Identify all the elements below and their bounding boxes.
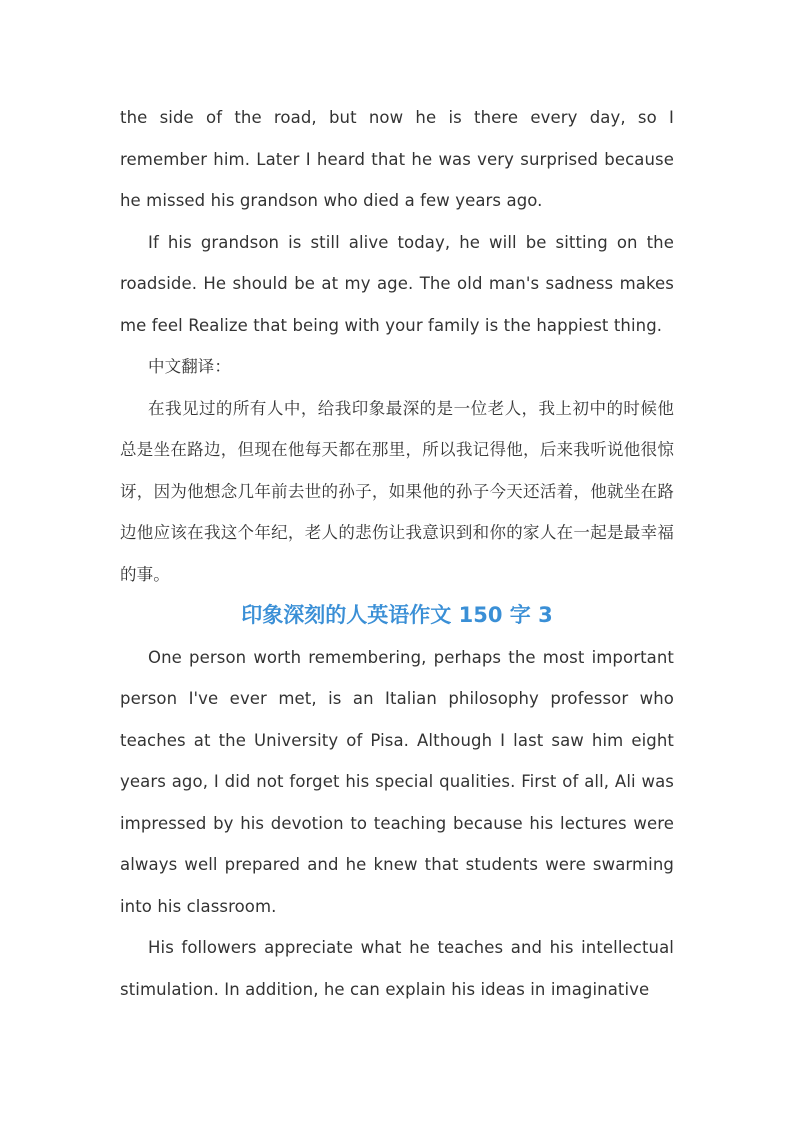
paragraph-1: the side of the road, but now he is there every day, so I remember him. Later I heard that he was very surprised because he missed his grandson who died a few years ago. [120,108,674,210]
paragraph-5: One person worth remembering, perhaps the most important person I've ever met, is an Italian philosophy professor who teaches at the University of Pisa. Although I last saw him eight years ago, I did not forget his special qualities. First of all, Ali was impressed by his devotion to teaching because his lectures were always well prepared and he knew that students were swarming into his classroom. [120,647,674,916]
paragraph-2: If his grandson is still alive today, he will be sitting on the roadside. He should be at my age. The old man's sadness makes me feel Realize that being with your family is the happiest thing. [120,232,674,335]
translation-label: 中文翻译： [148,357,231,376]
section-heading: 印象深刻的人英语作文 150 字 3 [241,603,553,627]
paragraph-6: His followers appreciate what he teaches and his intellectual stimulation. In addition, he can explain his ideas in imaginative [120,938,674,999]
chinese-translation-paragraph: 在我见过的所有人中，给我印象最深的是一位老人，我上初中的时候他总是坐在路边，但现在他每天都在那里，所以我记得他，后来我听说他很惊讶，因为他想念几年前去世的孙子，如果他的孙子今天还活着，他就坐在路边他应该在我这个年纪，老人的悲伤让我意识到和你的家人在一起是最幸福的事。 [120,398,674,584]
document-page [120,97,674,1010]
